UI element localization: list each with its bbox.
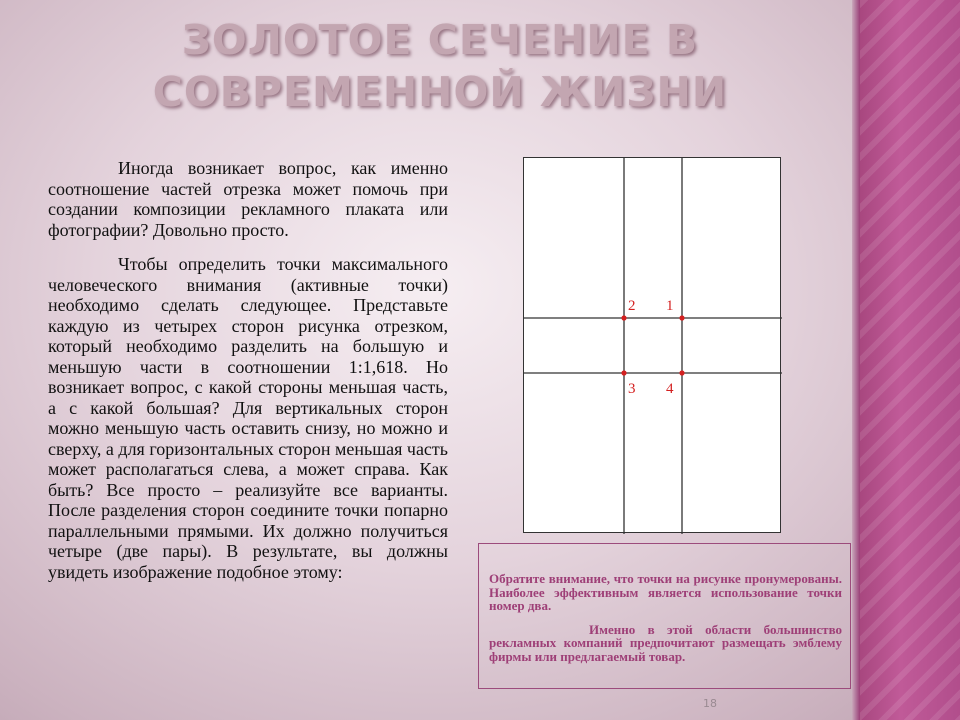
note-paragraph-2: Именно в этой области большинство рекламных компаний предпочитают размещать эмблему фирмы или предлагаемый товар. [489, 621, 842, 664]
slide-title: ЗОЛОТОЕ СЕЧЕНИЕ В СОВРЕМЕННОЙ ЖИЗНИ [152, 16, 728, 116]
active-point-4 [679, 370, 684, 375]
decorative-side-stripes [860, 0, 960, 720]
active-point-1 [679, 315, 684, 320]
point-label-3: 3 [628, 381, 636, 397]
active-point-3 [621, 370, 626, 375]
golden-section-grid [524, 158, 782, 534]
point-label-1: 1 [666, 298, 674, 314]
paragraph-instructions: Чтобы определить точки максимального человеческого внимания (активные точки) необходимо сделать следующее. Представьте каждую из четырех сторон рисунка отрезком, который необходимо разделить на большую и меньшую части в соотношении 1:1,618. Но возникает вопрос, с какой стороны меньшая часть, а с какой большая? Для вертикальных сторон можно меньшую часть оставить снизу, но можно и сверху, а для горизонтальных сторон меньшая часть может располагаться слева, а может справа. Как быть? Все просто – реализуйте все варианты. После разделения сторон соедините точки попарно параллельными прямыми. Их должно получиться четыре (две пары). В результате, вы должны увидеть изображение подобное этому: [48, 254, 448, 582]
body-text [48, 158, 448, 596]
note-box [478, 543, 851, 689]
page-number: 18 [703, 697, 717, 710]
point-label-2: 2 [628, 298, 636, 314]
active-point-2 [621, 315, 626, 320]
note-paragraph-1: Обратите внимание, что точки на рисунке пронумерованы. Наиболее эффективным является использование точки номер два. [489, 571, 842, 613]
paragraph-intro: Иногда возникает вопрос, как именно соотношение частей отрезка может помочь при создании композиции рекламного плаката или фотографии? Довольно просто. [48, 158, 448, 240]
point-label-4: 4 [666, 381, 674, 397]
decorative-side-band [852, 0, 860, 720]
golden-section-figure [523, 157, 781, 533]
